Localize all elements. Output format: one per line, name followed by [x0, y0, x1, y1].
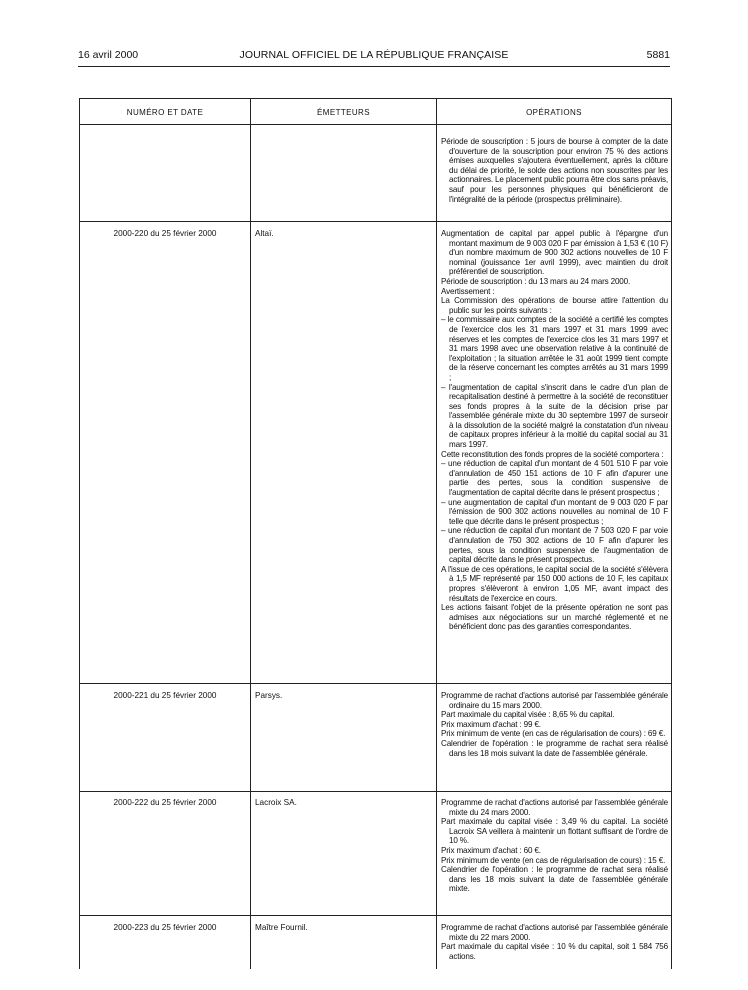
- operation-paragraph: Cette reconstitution des fonds propres de la société comportera :: [441, 449, 664, 459]
- operation-paragraph: La Commission des opérations de bourse attire l'attention du public sur les points suivants :: [441, 296, 668, 315]
- operations-cell: [441, 137, 668, 204]
- operation-paragraph: Période de souscription : 5 jours de bourse à compter de la date d'ouverture de la souscription pour environ 75 % des actions émises auxquelles s'ajoutera éventuellement, après la clôture du délai de priorité, le solde des actions non souscrites par les actionnaires. Le placement public pourra être clos sans préavis, sauf pour les personnes physiques qui bénéficieront de l'intégralité de la période (prospectus préliminaire).: [441, 137, 668, 204]
- operation-paragraph: Programme de rachat d'actions autorisé par l'assemblée générale mixte du 24 mars 2000.: [441, 798, 668, 817]
- table-row-issuer: Lacroix SA.: [255, 798, 297, 807]
- operation-paragraph: – une réduction de capital d'un montant de 4 501 510 F par voie d'annulation de 450 151 actions de 10 F afin d'apurer une partie des pertes, sous la condition suspensive de l'augmentation de capital décrite dans le présent prospectus ;: [441, 459, 668, 498]
- operation-paragraph: Période de souscription : du 13 mars au 24 mars 2000.: [441, 276, 631, 286]
- row-divider: [80, 683, 671, 684]
- table-row-issuer: Parsys.: [255, 691, 283, 700]
- column-header-numero: NUMÉRO ET DATE: [126, 108, 204, 117]
- journal-title: JOURNAL OFFICIEL DE LA RÉPUBLIQUE FRANÇAISE: [239, 49, 509, 61]
- operation-paragraph: – une réduction de capital d'un montant de 7 503 020 F par voie d'annulation de 750 302 actions de 10 F afin d'apurer les pertes, sous la condition suspensive de l'augmentation de capital décrite dans le présent prospectus.: [441, 526, 668, 565]
- operation-paragraph: Prix maximum d'achat : 60 €.: [441, 845, 541, 855]
- column-header-emetteurs: ÉMETTEURS: [317, 108, 370, 117]
- operation-paragraph: Calendrier de l'opération : le programme de rachat sera réalisé dans les 18 mois suivant la date de l'assemblée générale.: [441, 738, 668, 758]
- column-divider: [436, 99, 437, 969]
- operations-cell: [441, 923, 668, 961]
- operation-paragraph: – le commissaire aux comptes de la société a certifié les comptes de l'exercice clos les 31 mars 1997 et 31 mars 1999 avec réserves et les comptes de l'exercice clos les 31 mars 1997 et 31 mars 1998 avec une observation relative à la continuité de l'exploitation ; la situation arrêtée le 31 août 1999 tient compte de la réserve concernant les comptes arrêtés au 31 mars 1999 ;: [441, 315, 668, 382]
- table-row-issuer: Maître Fournil.: [255, 923, 308, 932]
- column-divider: [250, 99, 251, 969]
- operation-paragraph: A l'issue de ces opérations, le capital social de la société s'élèvera à 1,5 MF représenté par 150 000 actions de 10 F, les capitaux propres s'élèveront à environ 1,05 MF, avant impact des résultats de l'exercice en cours.: [441, 564, 668, 603]
- operations-table: [79, 98, 672, 969]
- operation-paragraph: Augmentation de capital par appel public à l'épargne d'un montant maximum de 9 003 020 F par émission à 1,53 € (10 F) d'un nombre maximum de 900 302 actions nouvelles de 10 F nominal (jouissance 1er avril 1999), avec maintien du droit préférentiel de souscription.: [441, 229, 668, 277]
- table-row-number: 2000-220 du 25 février 2000: [113, 229, 217, 238]
- table-row-number: 2000-223 du 25 février 2000: [113, 923, 217, 932]
- operation-paragraph: Les actions faisant l'objet de la présente opération ne sont pas admises aux négociations sur un marché réglementé et ne bénéficient donc pas des garanties correspondantes.: [441, 603, 668, 632]
- operation-paragraph: Prix maximum d'achat : 99 €.: [441, 719, 541, 729]
- row-divider: [80, 791, 671, 792]
- operations-cell: [441, 798, 668, 894]
- row-divider: [80, 221, 671, 222]
- operation-paragraph: Part maximale du capital visée : 10 % du capital, soit 1 584 756 actions.: [441, 942, 668, 961]
- row-divider: [80, 915, 671, 916]
- page-date: 16 avril 2000: [78, 49, 139, 61]
- operation-paragraph: Programme de rachat d'actions autorisé par l'assemblée générale ordinaire du 15 mars 2000.: [441, 691, 668, 710]
- operations-cell: [441, 691, 668, 758]
- operation-paragraph: Part maximale du capital visée : 8,65 % du capital.: [441, 710, 615, 720]
- header-row-divider: [80, 124, 671, 125]
- operation-paragraph: Prix minimum de vente (en cas de régularisation de cours) : 69 €.: [441, 729, 666, 739]
- table-row-number: 2000-221 du 25 février 2000: [113, 691, 217, 700]
- operation-paragraph: Calendrier de l'opération : le programme de rachat sera réalisé dans les 18 mois suivant la date de l'assemblée générale mixte.: [441, 865, 668, 894]
- operation-paragraph: Prix minimum de vente (en cas de régularisation de cours) : 15 €.: [441, 855, 666, 865]
- table-row-number: 2000-222 du 25 février 2000: [113, 798, 217, 807]
- operation-paragraph: Part maximale du capital visée : 3,49 % du capital. La société Lacroix SA veillera à maintenir un flottant suffisant de l'ordre de 10 %.: [441, 817, 668, 846]
- table-row-issuer: Altaï.: [255, 229, 274, 238]
- operations-cell: [441, 229, 668, 632]
- operation-paragraph: Programme de rachat d'actions autorisé par l'assemblée générale mixte du 22 mars 2000.: [441, 923, 668, 942]
- column-header-operations: OPÉRATIONS: [526, 108, 582, 117]
- operation-paragraph: – l'augmentation de capital s'inscrit dans le cadre d'un plan de recapitalisation destiné à permettre à la société de reconstituer ses fonds propres à la suite de la décision prise par l'assemblée générale mixte du 30 septembre 1997 de surseoir à la dissolution de la société malgré la constatation d'un niveau de capitaux propres inférieur à la moitié du capital social au 31 mars 1997.: [441, 382, 668, 450]
- header-rule: [78, 66, 670, 67]
- operation-paragraph: Avertissement :: [441, 286, 495, 296]
- page-number: 5881: [646, 49, 670, 61]
- operation-paragraph: – une augmentation de capital d'un montant de 9 003 020 F par l'émission de 900 302 actions nouvelles au nominal de 10 F telle que décrite dans le présent prospectus ;: [441, 497, 668, 526]
